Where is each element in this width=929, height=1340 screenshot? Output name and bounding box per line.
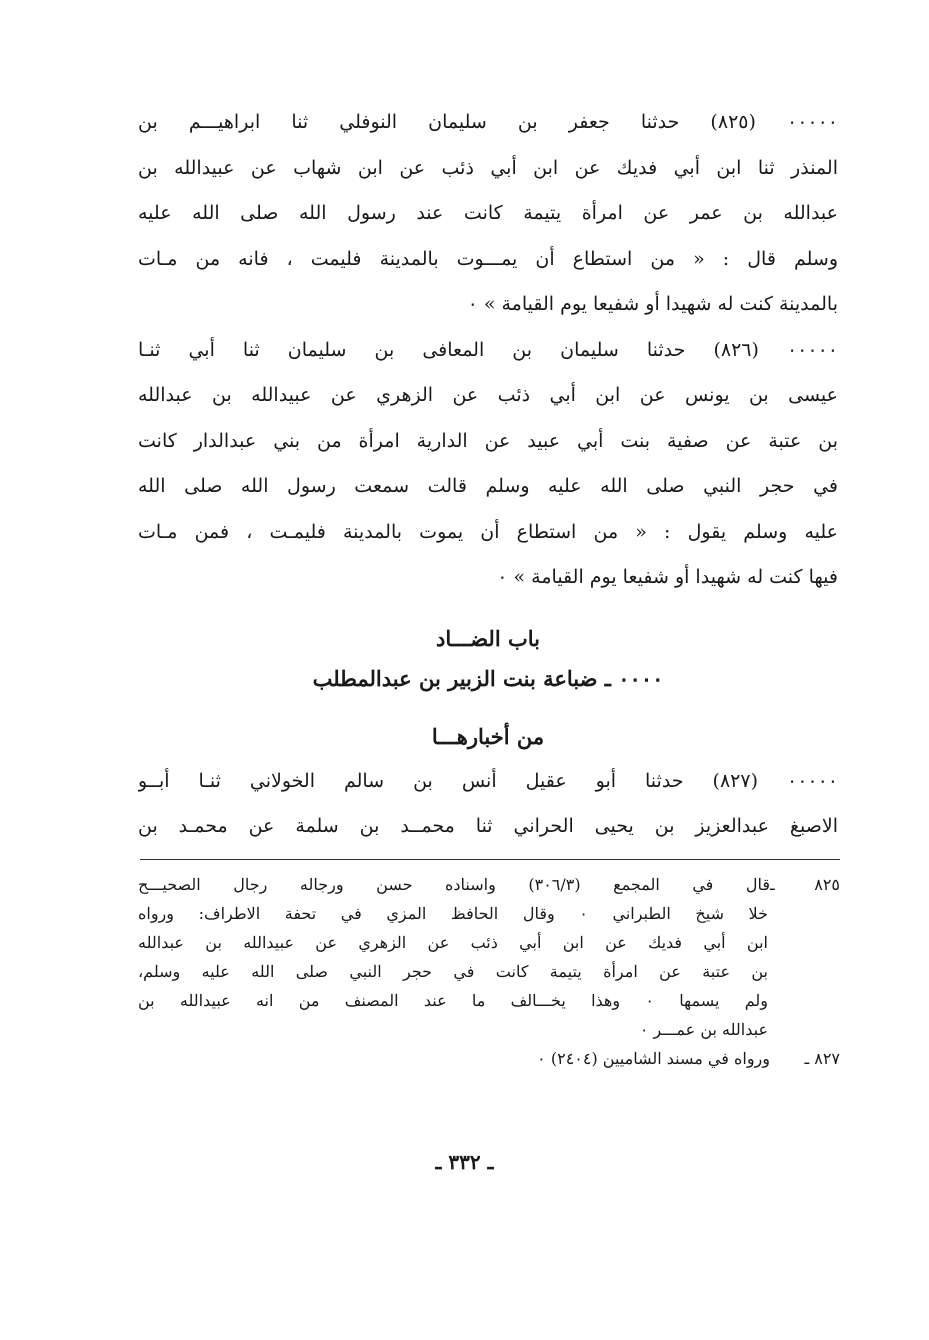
text-line: المنذر ثنا ابن أبي فديك عن ابن أبي ذئب عن ابن شهاب عن عبيدالله بن <box>138 156 838 179</box>
page-number: ـ ٣٣٢ ـ <box>435 1150 494 1174</box>
footnote-line: بن عتبة عن امرأة يتيمة كانت في حجر النبي صلى الله عليه وسلم، <box>138 962 768 981</box>
text-line: ٠٠٠٠٠ (٨٢٦) حدثنا سليمان بن المعافى بن سليمان ثنا أبي ثنـا <box>138 338 838 361</box>
footnotes <box>138 870 840 1073</box>
text-line: في حجر النبي صلى الله عليه وسلم قالت سمعت رسول الله صلى الله <box>138 475 838 497</box>
text-line: بالمدينة كنت له شهيدا أو شفيعا يوم القيامة » ٠ <box>467 293 838 315</box>
text-line: الاصبغ عبدالعزيز بن يحيى الحراني ثنا محمــد بن سلمة عن محمـد بن <box>138 815 838 837</box>
footnote-text: قال في المجمع (٣٠٦/٣) واسناده حسن ورجاله رجال الصحيـــح <box>138 875 771 894</box>
footnote-line: خلا شيخ الطبراني ٠ وقال الحافظ المزي في تحفة الاطراف: ورواه <box>138 904 768 923</box>
text-line: ٠٠٠٠٠ (٨٢٧) حدثنا أبو عقيل أنس بن سالم الخولاني ثنـا أبــو <box>138 769 838 792</box>
footnote-827 <box>138 1044 840 1073</box>
footnote-line: ابن أبي فديك عن ابن أبي ذئب عن الزهري عن عبيدالله بن عبدالله <box>138 933 768 952</box>
hadith-825 <box>138 100 838 328</box>
text-line: وسلم قال : « من استطاع أن يمـــوت بالمدينة فليمت ، فانه من مـات <box>138 247 838 270</box>
text-line: عليه وسلم يقول : « من استطاع أن يموت بالمدينة فليمـت ، فمن مـات <box>138 520 838 543</box>
footnote-divider <box>140 859 840 860</box>
footnote-line <box>138 1044 840 1073</box>
section-heading: من أخبارهـــا <box>431 723 545 749</box>
hadith-826 <box>138 328 838 601</box>
footnote-text: ورواه في مسند الشاميين (٢٤٠٤) ٠ <box>537 1049 770 1068</box>
text-line: بن عتبة عن صفية بنت أبي عبيد عن الدارية امرأة من بني عبدالدار كانت <box>138 429 838 452</box>
text-line: ٠٠٠٠٠ (٨٢٥) حدثنا جعفر بن سليمان النوفلي ثنا ابراهيـــم بن <box>138 111 838 133</box>
footnote-number: ٨٢٥ ـ <box>770 875 840 894</box>
person-heading: ٠٠٠٠ ـ ضباعة بنت الزبير بن عبدالمطلب <box>312 665 664 691</box>
footnote-825 <box>138 870 840 1044</box>
text-line: عبدالله بن عمر عن امرأة يتيمة كانت عند رسول الله صلى الله عليه <box>138 202 838 224</box>
footnote-line: عبدالله بن عمـــر ٠ <box>639 1020 768 1039</box>
text-line: عيسى بن يونس عن ابن أبي ذئب عن الزهري عن عبيدالله بن عبدالله <box>138 384 838 406</box>
footnote-number: ٨٢٧ ـ <box>804 1049 840 1068</box>
footnote-line <box>138 870 840 899</box>
hadith-827 <box>138 759 838 850</box>
main-text <box>138 100 838 850</box>
chapter-heading: باب الضـــاد <box>436 625 540 651</box>
footnote-line: ولم يسمها ٠ وهذا يخـــالف ما عند المصنف من انه عبيدالله بن <box>138 991 768 1010</box>
text-line: فيها كنت له شهيدا أو شفيعا يوم القيامة » ٠ <box>497 566 838 588</box>
